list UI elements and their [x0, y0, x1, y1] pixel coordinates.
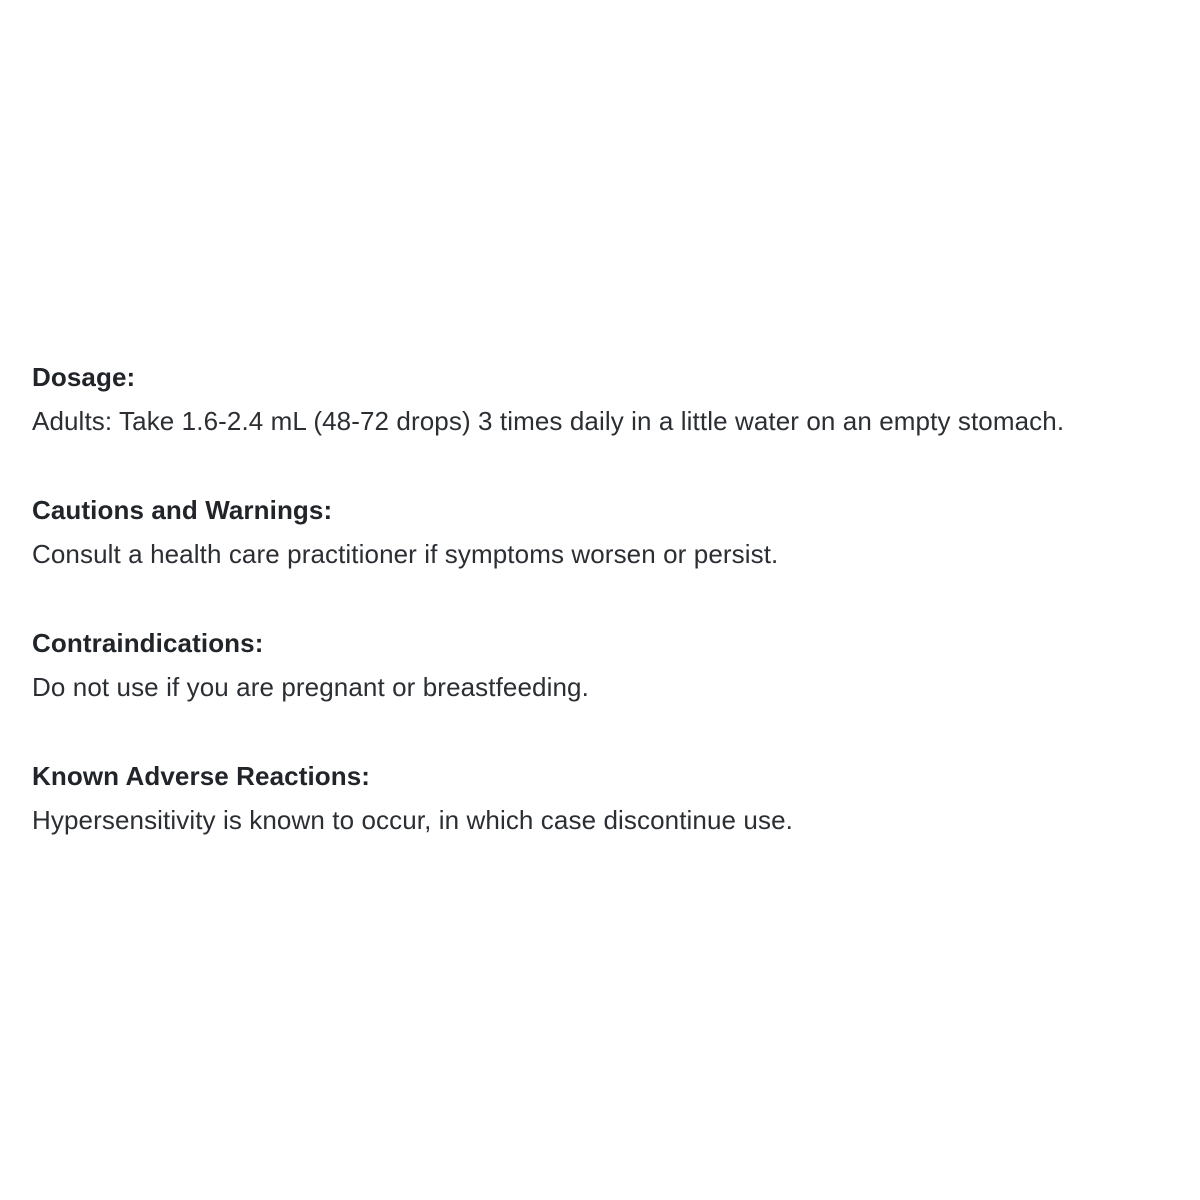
known-adverse-reactions-heading: Known Adverse Reactions:: [32, 761, 371, 791]
section-known-adverse-reactions: [32, 759, 1200, 837]
section-contraindications: [32, 626, 1200, 704]
contraindications-heading: Contraindications:: [32, 628, 264, 658]
section-dosage: [32, 360, 1200, 438]
contraindications-text: Do not use if you are pregnant or breastfeeding.: [32, 672, 589, 702]
cautions-warnings-text: Consult a health care practitioner if symptoms worsen or persist.: [32, 539, 779, 569]
dosage-heading: Dosage:: [32, 362, 136, 392]
dosage-text: Adults: Take 1.6-2.4 mL (48-72 drops) 3 times daily in a little water on an empty stomach.: [32, 406, 1065, 436]
cautions-warnings-heading: Cautions and Warnings:: [32, 495, 333, 525]
section-cautions-warnings: [32, 493, 1200, 571]
known-adverse-reactions-text: Hypersensitivity is known to occur, in which case discontinue use.: [32, 805, 793, 835]
